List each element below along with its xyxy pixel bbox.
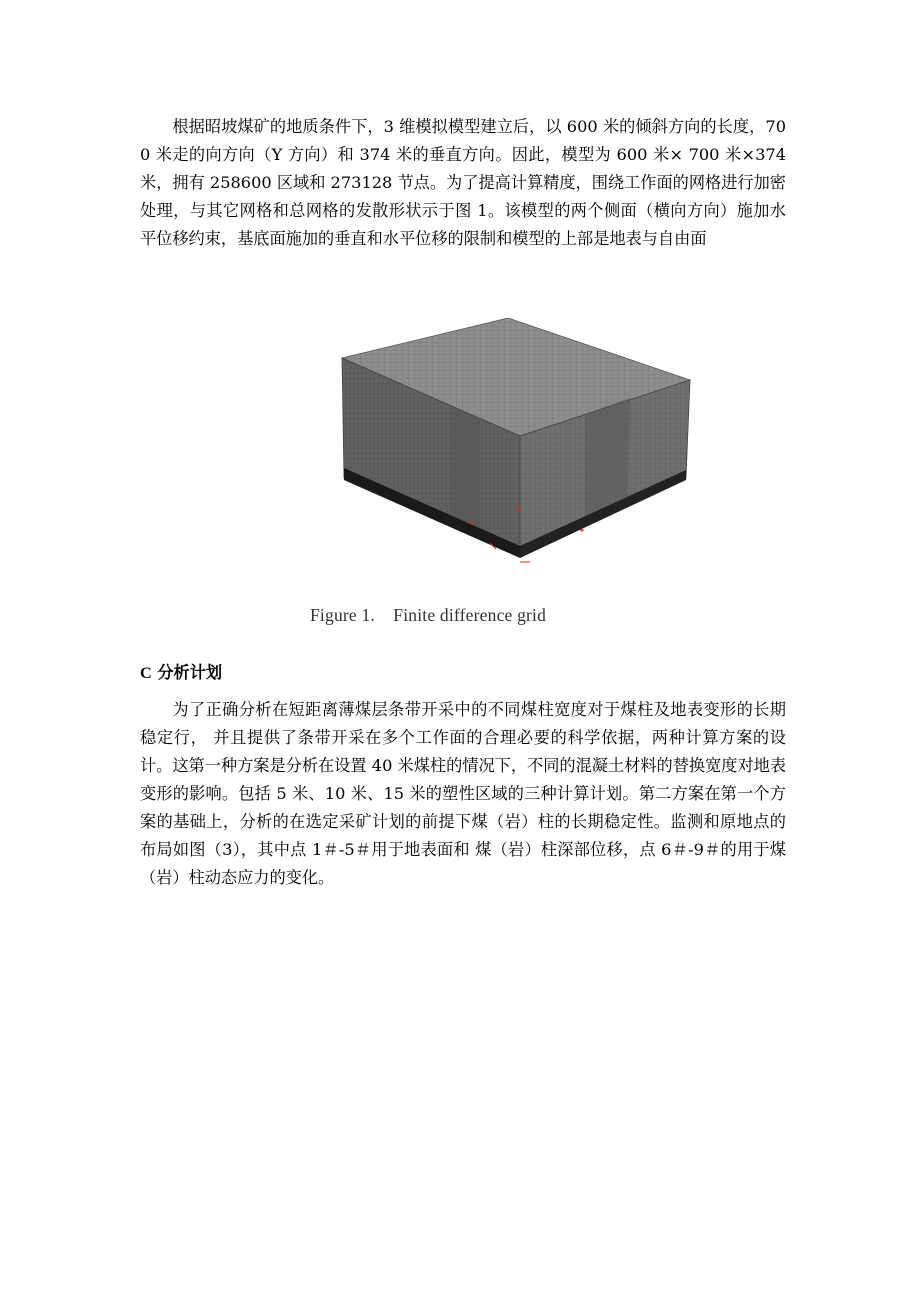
- body-paragraph-model-setup: 根据昭坡煤矿的地质条件下，3 维模拟模型建立后，以 600 米的倾斜方向的长度，700 米走的向方向（Y 方向）和 374 米的垂直方向。因此，模型为 600 米× 700 米×374 米，拥有 258600 区域和 273128 节点。为了提高计算精度，围绕工作面的网格进行加密处理，与其它网格和总网格的发散形状示于图 1。该模型的两个侧面（横向方向）施加水平位移约束，基底面施加的垂直和水平位移的限制和模型的上部是地表与自由面: [140, 117, 786, 248]
- section-heading-text: 分析计划: [157, 663, 223, 682]
- grid-model-illustration: [330, 318, 710, 568]
- body-paragraph-analysis-plan: 为了正确分析在短距离薄煤层条带开采中的不同煤柱宽度对于煤柱及地表变形的长期稳定行， 并且提供了条带开采在多个工作面的合理必要的科学依据，两种计算方案的设计。这第一种方案是分析在设置 40 米煤柱的情况下，不同的混凝土材料的替换宽度对地表变形的影响。包括 5 米、10 米、15 米的塑性区域的三种计算计划。第二方案在第一个方案的基础上，分析的在选定采矿计划的前提下煤（岩）柱的长期稳定性。监测和原地点的布局如图（3），其中点 1＃-5＃用于地表面和 煤（岩）柱深部位移，点 6＃-9＃的用于煤（岩）柱动态应力的变化。: [140, 700, 787, 887]
- figure-caption: Figure 1. Finite difference grid: [310, 605, 547, 625]
- section-heading: [140, 660, 222, 686]
- section-heading-label: C: [140, 664, 152, 682]
- finite-difference-grid-figure: [330, 318, 710, 568]
